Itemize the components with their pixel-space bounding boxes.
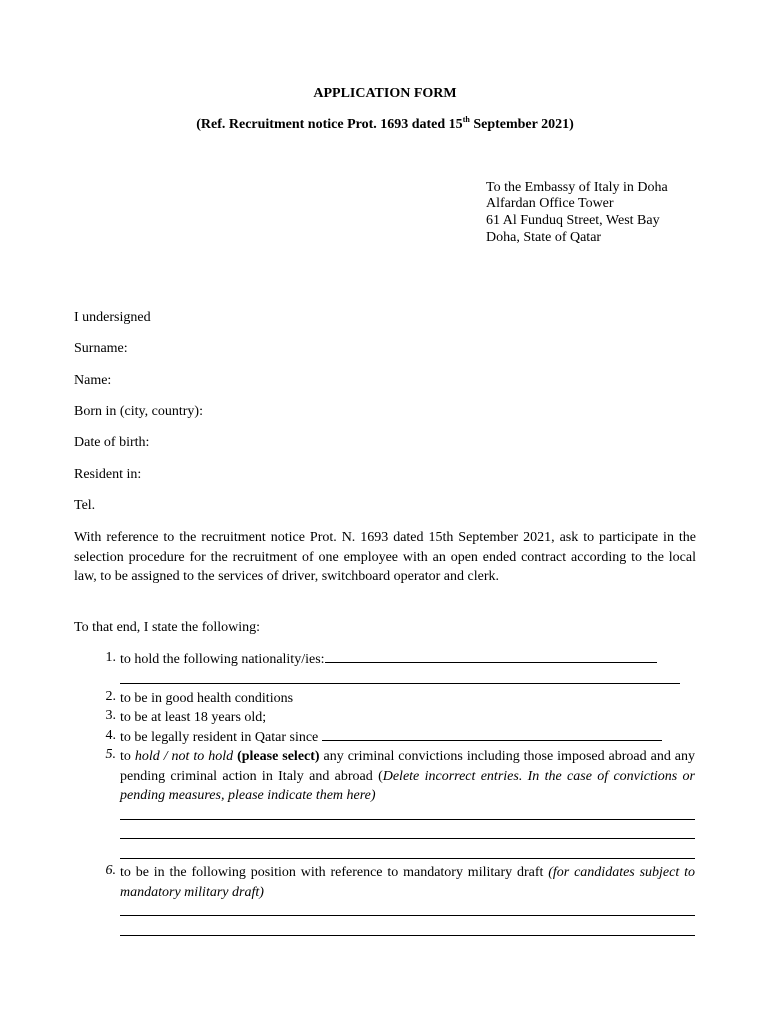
criminal-blank-line-2[interactable] — [120, 838, 695, 839]
item-residency — [120, 728, 695, 748]
item-number-5: 5. — [105, 747, 116, 762]
military-blank-line-2[interactable] — [120, 935, 695, 936]
ref-sup: th — [462, 115, 470, 124]
military-blank-line-1[interactable] — [120, 915, 695, 916]
item-residency-text: to be legally resident in Qatar since — [120, 730, 319, 745]
criminal-blank-line-1[interactable] — [120, 819, 695, 820]
please-select-note: (please select) — [233, 749, 320, 764]
surname-field[interactable]: Surname: — [74, 341, 128, 356]
item-nationality-text: to hold the following nationality/ies: — [120, 652, 325, 667]
item-military-draft — [120, 863, 695, 902]
item-age: to be at least 18 years old; — [120, 710, 267, 725]
body-paragraph: With reference to the recruitment notice Prot. N. 1693 dated 15th September 2021, ask to participate in the selection procedure for the recruitment of one employee with an open ended contract according to the local law, to be assigned to the services of driver, switchboard operator and clerk. — [74, 530, 696, 584]
item-health: to be in good health conditions — [120, 691, 294, 706]
item-criminal-record — [120, 747, 695, 806]
criminal-blank-line-3[interactable] — [120, 858, 695, 859]
criminal-instructions: Delete incorrect entries. In the case of convictions or pending measures, please indicate them here) — [120, 768, 695, 803]
nationality-blank-line[interactable] — [120, 683, 680, 684]
tel-field[interactable]: Tel. — [74, 498, 96, 513]
item-number-3: 3. — [105, 708, 116, 723]
criminal-text-d: any criminal convictions including those imposed abroad and any pending criminal action in Italy and abroad ( — [120, 749, 695, 784]
intro-statement: To that end, I state the following: — [74, 620, 261, 635]
residency-blank[interactable] — [322, 739, 662, 741]
military-note: (for candidates subject to mandatory military draft) — [120, 865, 695, 900]
name-field[interactable]: Name: — [74, 373, 112, 388]
undersigned-label: I undersigned — [74, 310, 151, 325]
item-number-2: 2. — [105, 689, 116, 704]
address-line-3: 61 Al Funduq Street, West Bay — [486, 213, 660, 228]
nationality-blank[interactable] — [325, 661, 657, 663]
form-title: APPLICATION FORM — [313, 86, 457, 101]
military-text: to be in the following position with reference to mandatory military draft — [120, 865, 549, 880]
item-number-1: 1. — [105, 650, 116, 665]
item-number-6: 6. — [105, 863, 116, 878]
criminal-text-a: to — [120, 749, 135, 764]
resident-in-field[interactable]: Resident in: — [74, 467, 142, 482]
address-line-1: To the Embassy of Italy in Doha — [486, 180, 668, 195]
item-number-4: 4. — [105, 728, 116, 743]
address-line-4: Doha, State of Qatar — [486, 230, 602, 245]
born-in-field[interactable]: Born in (city, country): — [74, 404, 203, 419]
date-of-birth-field[interactable]: Date of birth: — [74, 435, 150, 450]
ref-text-end: September 2021) — [469, 117, 574, 132]
hold-select-option[interactable]: hold / not to hold — [134, 749, 234, 764]
form-reference — [0, 117, 770, 133]
item-nationality — [120, 650, 695, 670]
ref-text: (Ref. Recruitment notice Prot. 1693 dated 15 — [196, 117, 463, 132]
address-line-2: Alfardan Office Tower — [486, 196, 614, 211]
